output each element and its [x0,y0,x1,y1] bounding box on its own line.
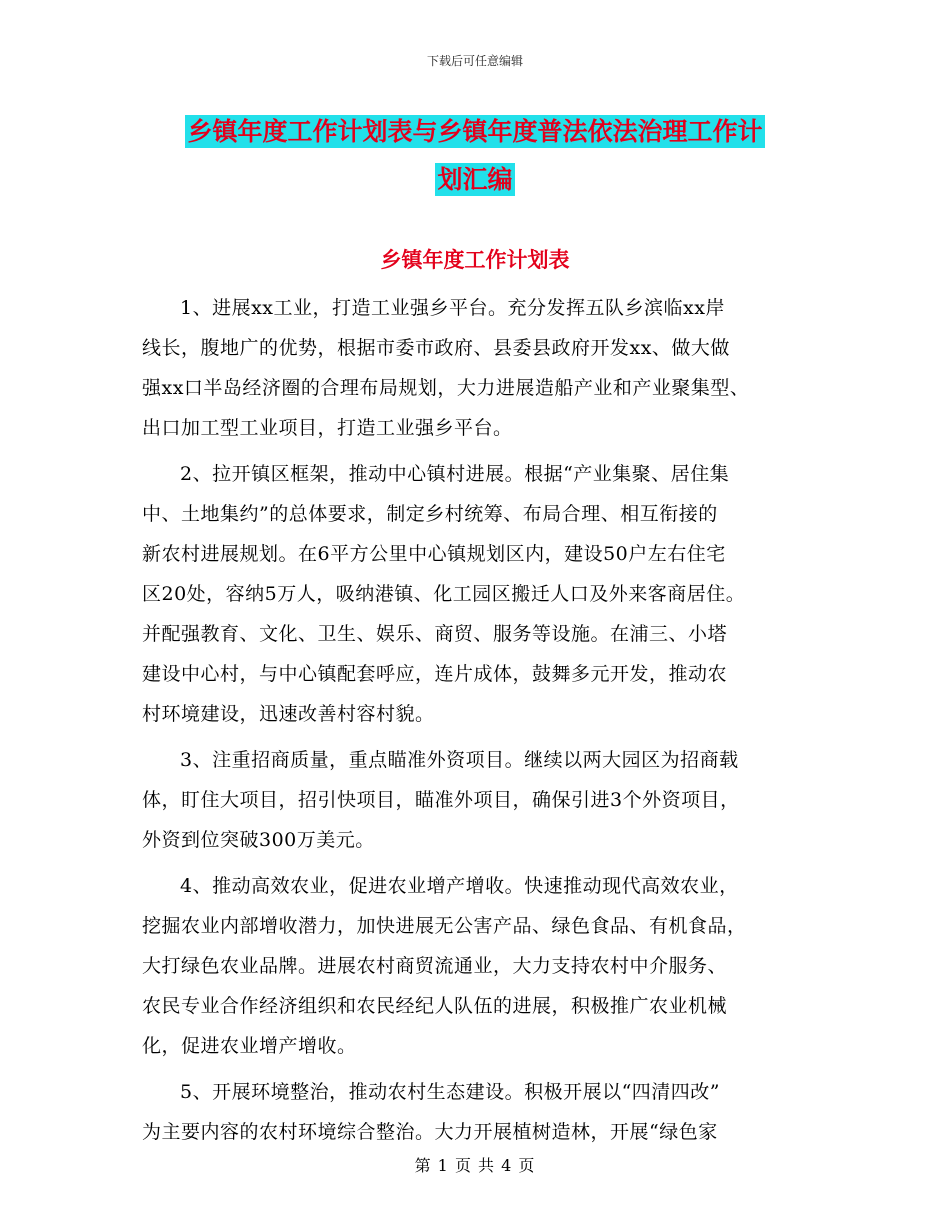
paragraph-2 [142,454,810,734]
text-line: 区20处，容纳5万人，吸纳港镇、化工园区搬迁人口及外来客商居住。 [142,583,746,605]
document-title-line-2: 划汇编 [437,165,513,194]
text-line: 线长，腹地广的优势，根据市委市政府、县委县政府开发xx、做大做 [142,337,730,359]
text-line: 大打绿色农业品牌。进展农村商贸流通业，大力支持农村中介服务、 [142,955,728,977]
text-line: 3、注重招商质量，重点瞄准外资项目。继续以两大园区为招商载 [180,749,739,771]
text-line: 为主要内容的农村环境综合整治。大力开展植树造林，开展“绿色家 [142,1121,718,1143]
text-line: 建设中心村，与中心镇配套呼应，连片成体，鼓舞多元开发，推动农 [142,663,728,685]
paragraph-3 [142,740,810,860]
paragraph-5 [142,1072,810,1152]
text-line: 5、开展环境整治，推动农村生态建设。积极开展以“四清四改” [180,1081,721,1103]
text-line: 2、拉开镇区框架，推动中心镇村进展。根据“产业集聚、居住集 [180,463,730,485]
text-line: 新农村进展规划。在6平方公里中心镇规划区内，建设50户左右住宅 [142,543,726,565]
text-line: 4、推动高效农业，促进农业增产增收。快速推动现代高效农业， [180,875,739,897]
text-line: 强xx口半岛经济圈的合理布局规划，大力进展造船产业和产业聚集型、 [142,377,750,399]
document-body [142,288,810,1158]
text-line: 化，促进农业增产增收。 [142,1035,357,1057]
section-title: 乡镇年度工作计划表 [380,248,570,272]
document-title-line-1: 乡镇年度工作计划表与乡镇年度普法依法治理工作计 [187,117,763,146]
paragraph-1 [142,288,810,448]
text-line: 中、土地集约”的总体要求，制定乡村统筹、布局合理、相互衔接的 [142,503,718,525]
paragraph-4 [142,866,810,1066]
page-footer: 第 1 页 共 4 页 [414,1156,536,1175]
text-line: 并配强教育、文化、卫生、娱乐、商贸、服务等设施。在浦三、小塔 [142,623,728,645]
text-line: 挖掘农业内部增收潜力，加快进展无公害产品、绿色食品、有机食品， [142,915,747,937]
text-line: 出口加工型工业项目，打造工业强乡平台。 [142,417,513,439]
text-line: 外资到位突破300万美元。 [142,829,375,851]
text-line: 1、进展xx工业，打造工业强乡平台。充分发挥五队乡滨临xx岸 [180,297,725,319]
text-line: 村环境建设，迅速改善村容村貌。 [142,703,435,725]
text-line: 农民专业合作经济组织和农民经纪人队伍的进展，积极推广农业机械 [142,995,728,1017]
document-title [0,108,950,204]
text-line: 体，盯住大项目，招引快项目，瞄准外项目，确保引进3个外资项目， [142,789,740,811]
header-note: 下载后可任意编辑 [426,54,523,68]
